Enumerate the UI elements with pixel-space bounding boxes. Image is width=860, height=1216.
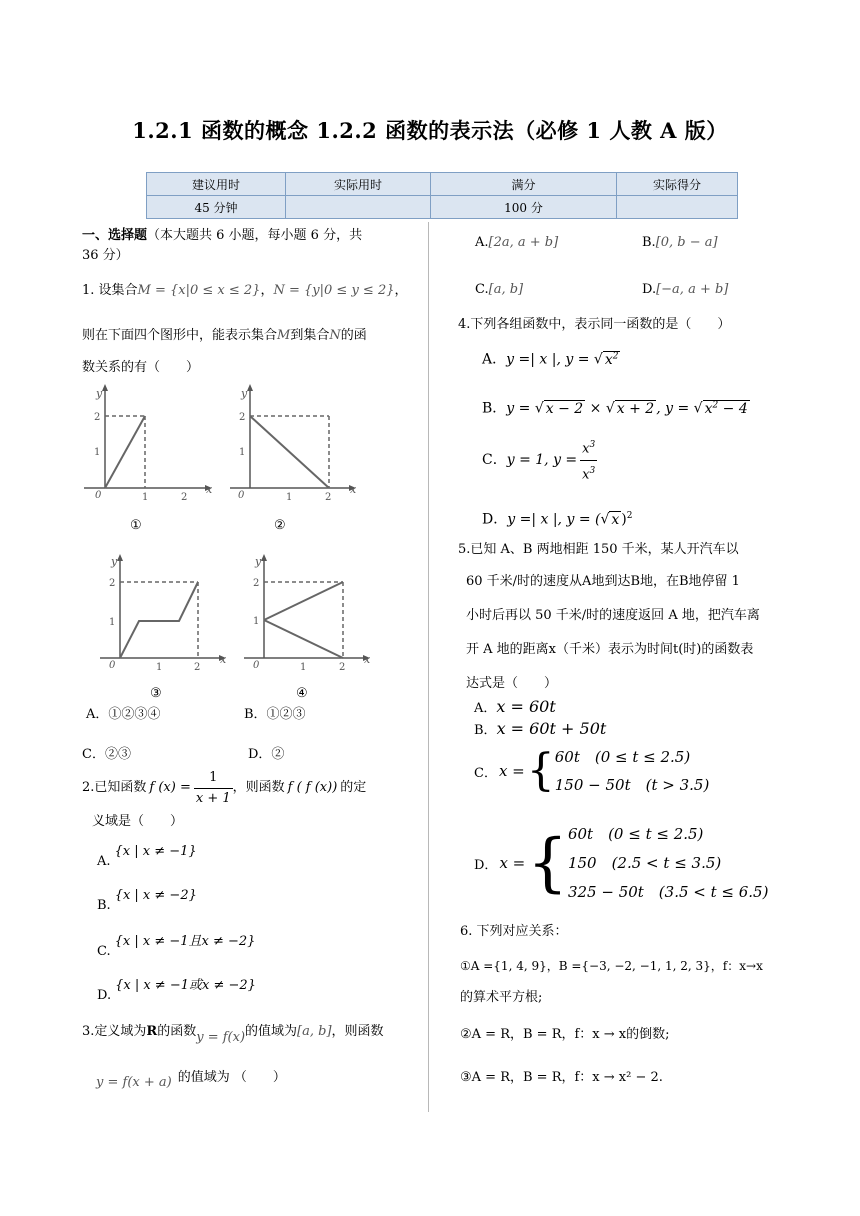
- q4-a-sup: 2: [612, 351, 619, 361]
- q4-option-c: [482, 436, 597, 484]
- option-label: C．: [474, 765, 497, 781]
- brace-icon: {: [527, 826, 568, 900]
- section-note-line2: 36 分）: [82, 248, 129, 263]
- q4-stem: 4.下列各组函数中，表示同一函数的是（ ）: [458, 317, 731, 332]
- graph-line: [250, 416, 329, 488]
- tick: 2: [94, 412, 101, 423]
- tick: 2: [181, 492, 188, 500]
- q5-c-cases: [555, 743, 710, 799]
- section-heading: [82, 226, 362, 246]
- q5-option-a: [474, 697, 556, 719]
- q2-ffx: f ( f (x)): [287, 780, 338, 795]
- section-title: 一、选择题: [82, 228, 148, 243]
- case-row: 325 − 50t (3.5 < t ≤ 6.5): [567, 882, 769, 901]
- graph-label-3: ③: [150, 686, 162, 701]
- section-note: （本大题共 6 小题，每小题 6 分，共: [147, 228, 363, 243]
- q1-line1: [82, 281, 408, 301]
- option-expr: {x | x ≠ −1且x ≠ −2}: [114, 934, 256, 949]
- brace-icon: {: [526, 745, 555, 796]
- q2-option-d: [97, 976, 256, 1003]
- q2-option-b: [97, 886, 197, 913]
- y-label: y: [96, 387, 103, 400]
- table-value-cell: [617, 196, 738, 219]
- q1-option-a: A．①②③④: [86, 707, 161, 722]
- y-arrow-icon: [117, 554, 123, 561]
- y-label: y: [255, 555, 262, 568]
- q5-line3: 小时后再以 50 千米/时的速度返回 A 地，把汽车离: [466, 608, 760, 623]
- graph-line: [105, 416, 145, 488]
- q1-n: N: [329, 328, 341, 343]
- tick: 1: [94, 447, 101, 458]
- q3-option-d: [642, 280, 728, 300]
- q4-a-expr: y =| x |, y =: [506, 351, 590, 368]
- q3-text: ，则函数: [331, 1024, 384, 1039]
- option-label: C．: [482, 452, 507, 468]
- graph-4: [240, 548, 380, 670]
- graph-2: [228, 382, 368, 500]
- q6-item1-line2: 的算术平方根;: [460, 990, 543, 1005]
- q5-option-c: [474, 742, 709, 800]
- y-arrow-icon: [102, 384, 108, 391]
- q4-option-b: B．y = √ x − 2 × √ x + 2 , y = √ $x^2 - 4$: [482, 400, 748, 417]
- q1-set-m: M = {x|0 ≤ x ≤ 2}: [137, 283, 261, 298]
- q4-a-rad: x: [604, 351, 613, 368]
- origin: 0: [238, 490, 245, 500]
- q1-sep-end: ，: [394, 283, 408, 298]
- table-header-cell: 实际得分: [617, 173, 738, 196]
- q2-text: 的定: [340, 780, 367, 795]
- q4-option-d: D．y =| x |, y = (√ x )$^2$: [482, 511, 633, 528]
- option-label: B．: [474, 723, 497, 738]
- tick: 1: [156, 662, 163, 670]
- option-label: A.: [97, 854, 111, 869]
- q5-option-b: [474, 719, 606, 741]
- q6-item3: ③A = R，B = R，f：x → x² − 2.: [460, 1070, 663, 1085]
- q1-set-n: N = {y|0 ≤ y ≤ 2}: [273, 283, 395, 298]
- table-header-cell: 满分: [431, 173, 617, 196]
- q4-b-tail: − 4: [718, 400, 748, 417]
- case-row: 150 (2.5 < t ≤ 3.5): [567, 853, 722, 872]
- q4-b-rad3: x: [704, 400, 713, 417]
- graph-label-1: ①: [130, 518, 142, 533]
- q4-option-a: A．y =| x |, y = √ $x^2$: [482, 351, 619, 368]
- q5-line5: 达式是（ ）: [466, 676, 558, 691]
- q4-d-rad: x: [611, 511, 620, 528]
- x-label: x: [220, 653, 227, 666]
- q2-den: x + 1: [195, 790, 231, 806]
- q5-a-expr: x = 60t: [496, 697, 556, 716]
- graph-line: [120, 582, 198, 658]
- graph-3: [96, 548, 236, 670]
- q1-line3: 数关系的有（ ）: [82, 360, 200, 375]
- q4-d-close: ): [621, 511, 627, 528]
- q1-text: 1. 设集合: [82, 283, 138, 298]
- graph-label-4: ④: [296, 686, 308, 701]
- q2-num: 1: [194, 768, 233, 789]
- q4-b-mid: , y =: [656, 400, 690, 417]
- tick: 1: [300, 662, 307, 670]
- option-expr: [a, b]: [488, 282, 524, 297]
- q4-c-num-wrap: [580, 435, 597, 460]
- table-value-cell: 45 分钟: [147, 196, 286, 219]
- q3-text: 3.定义域为: [82, 1024, 147, 1039]
- origin: 0: [109, 660, 116, 670]
- q2-f-lhs: f (x) =: [149, 780, 191, 795]
- q4-d-expr: y =| x |, y = (: [507, 511, 601, 528]
- q3-range: [a, b]: [297, 1024, 332, 1039]
- option-expr: [0, b − a]: [655, 235, 718, 250]
- q4-b-expr: y =: [506, 400, 531, 417]
- q3-text: 的函数: [157, 1024, 197, 1039]
- q4-c-num: x: [582, 441, 590, 457]
- tick: 1: [253, 616, 260, 627]
- case-row: 150 − 50t (t > 3.5): [554, 776, 710, 794]
- table-header-row: [147, 173, 738, 196]
- q3-option-a: [475, 233, 558, 253]
- q4-c-sup: 3: [589, 465, 596, 476]
- q4-c-expr: y = 1, y =: [506, 452, 578, 468]
- page-title: 1.2.1 函数的概念 1.2.2 函数的表示法（必修 1 人教 A 版）: [132, 118, 728, 143]
- q2-text: ，则函数: [232, 780, 285, 795]
- tick: 1: [286, 492, 293, 500]
- y-arrow-icon: [247, 384, 253, 391]
- q2-option-c: [97, 932, 256, 959]
- column-divider: [428, 222, 429, 1112]
- q3-text: 的值域为 （ ）: [177, 1070, 286, 1085]
- option-label: A．: [474, 701, 497, 716]
- table-value-cell: [286, 196, 431, 219]
- q6-item1-line1: ①A ={1, 4, 9}，B ={−3, −2, −1, 1, 2, 3}，f：x→x: [460, 959, 763, 973]
- q2-stem: [82, 764, 366, 812]
- q1-text: 的函: [340, 328, 367, 343]
- y-label: y: [241, 387, 248, 400]
- tick: 2: [325, 492, 332, 500]
- option-label: B.: [642, 235, 656, 250]
- q1-option-d: D．②: [248, 747, 285, 762]
- tick: 1: [142, 492, 149, 500]
- time-score-table: [146, 172, 738, 219]
- option-label: C.: [475, 282, 489, 297]
- tick: 1: [109, 617, 116, 628]
- q2-line2: 义域是（ ）: [92, 814, 184, 829]
- x-label: x: [364, 653, 371, 666]
- q5-line1: 5.已知 A、B 两地相距 150 千米，某人开汽车以: [458, 542, 739, 557]
- x-label: x: [206, 483, 213, 496]
- option-expr: [2a, a + b]: [488, 235, 559, 250]
- option-label: A.: [475, 235, 489, 250]
- q1-m: M: [277, 328, 291, 343]
- option-label: C.: [97, 944, 111, 959]
- q2-fraction: [194, 768, 233, 809]
- case-row: 60t (0 ≤ t ≤ 2.5): [554, 748, 691, 766]
- q6-stem: 6. 下列对应关系：: [460, 924, 568, 939]
- q3-option-c: [475, 280, 523, 300]
- y-arrow-icon: [261, 554, 267, 561]
- option-label: D．: [482, 511, 508, 528]
- q2-option-a: [97, 842, 197, 869]
- q5-d-cases: [568, 820, 769, 907]
- q1-option-c: C．②③: [82, 747, 131, 762]
- q4-b-rad2: x + 2: [616, 400, 655, 417]
- q4-d-sup: 2: [626, 511, 633, 521]
- graph-1: [80, 382, 220, 500]
- case-row: 60t (0 ≤ t ≤ 2.5): [567, 824, 704, 843]
- option-label: D．: [474, 857, 498, 873]
- q1-line2: [82, 326, 367, 346]
- table-header-cell: 建议用时: [147, 173, 286, 196]
- q3-text: 的值域为: [245, 1024, 298, 1039]
- q4-c-fraction: [580, 435, 597, 485]
- q2-text: 2.已知函数: [82, 780, 147, 795]
- tick: 2: [239, 412, 246, 423]
- q4-b-radicand3: [703, 400, 750, 417]
- q4-a-radicand: [603, 351, 621, 368]
- q1-option-b: B．①②③: [244, 707, 306, 722]
- option-label: B.: [97, 898, 111, 913]
- tick: 1: [239, 447, 246, 458]
- q4-c-den: x: [582, 466, 590, 482]
- tick: 2: [253, 578, 260, 589]
- q3-fx: y = f(x): [196, 1030, 246, 1045]
- graph-line: [264, 582, 343, 620]
- origin: 0: [95, 490, 102, 500]
- q5-line4: 开 A 地的距离x（千米）表示为时间t(时)的函数表: [466, 642, 754, 657]
- tick: 2: [194, 662, 201, 670]
- q1-sep: ，: [260, 283, 274, 298]
- graph-line: [264, 620, 343, 658]
- option-label: D.: [97, 988, 112, 1003]
- graph-label-2: ②: [274, 518, 286, 533]
- tick: 2: [109, 578, 116, 589]
- q5-c-lhs: x =: [498, 762, 525, 780]
- table-value-row: [147, 196, 738, 219]
- q3-line1: [82, 1022, 384, 1045]
- option-expr: [−a, a + b]: [656, 282, 729, 297]
- q4-c-den-wrap: [580, 461, 597, 485]
- q3-r: R: [146, 1024, 158, 1039]
- q5-line2: 60 千米/时的速度从A地到达B地，在B地停留 1: [466, 574, 740, 589]
- table-value-cell: 100 分: [431, 196, 617, 219]
- tick: 2: [339, 662, 346, 670]
- table-header-cell: 实际用时: [286, 173, 431, 196]
- option-label: A．: [482, 351, 507, 368]
- q5-d-lhs: x =: [499, 854, 526, 872]
- q4-b-rad1: x − 2: [545, 400, 584, 417]
- q3-line2: [96, 1068, 286, 1088]
- option-label: B．: [482, 400, 507, 417]
- y-label: y: [111, 555, 118, 568]
- option-expr: {x | x ≠ −1}: [114, 844, 197, 859]
- q5-option-d: [474, 818, 768, 908]
- q5-b-expr: x = 60t + 50t: [496, 719, 607, 738]
- option-label: D.: [642, 282, 657, 297]
- origin: 0: [253, 660, 260, 670]
- option-expr: {x | x ≠ −2}: [114, 888, 197, 903]
- q4-c-sup: 3: [589, 440, 596, 451]
- q4-b-sup: 2: [712, 400, 719, 410]
- option-expr: {x | x ≠ −1或x ≠ −2}: [115, 978, 256, 993]
- q1-text: 到集合: [290, 328, 330, 343]
- q6-item2: ②A = R，B = R，f：x → x的倒数;: [460, 1027, 670, 1042]
- q3-fxa: y = f(x + a): [96, 1075, 172, 1090]
- x-label: x: [350, 483, 357, 496]
- q4-b-times: ×: [589, 400, 602, 417]
- q3-option-b: [642, 233, 718, 253]
- q1-text: 则在下面四个图形中，能表示集合: [82, 328, 278, 343]
